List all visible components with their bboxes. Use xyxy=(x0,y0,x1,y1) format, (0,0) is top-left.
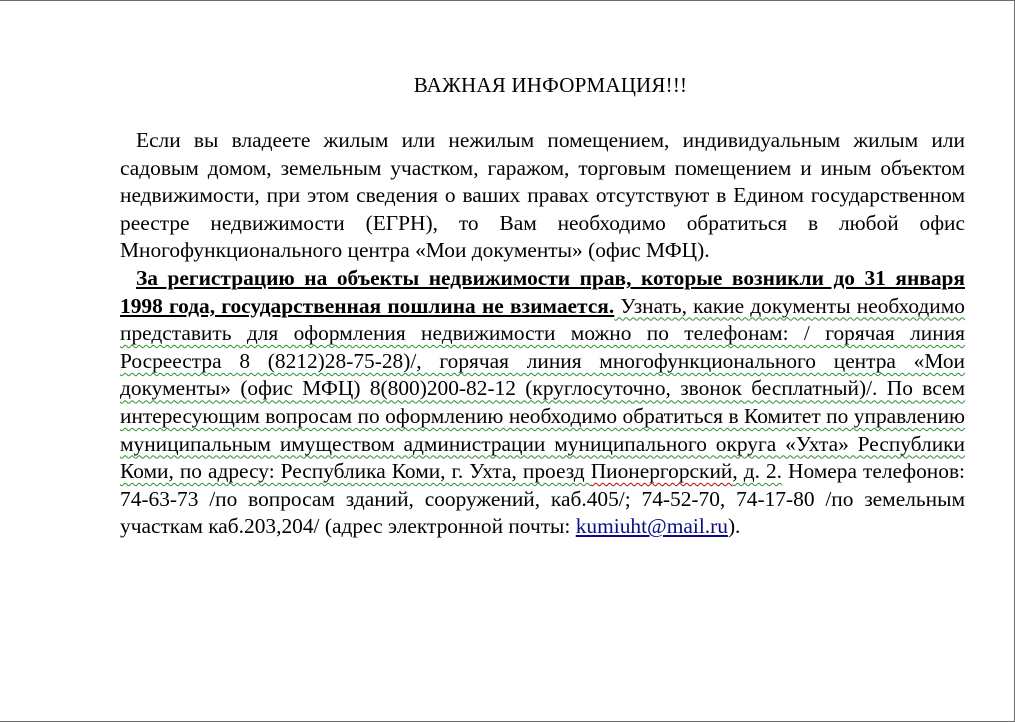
contact-text-part-2: , д. 2. xyxy=(732,459,782,484)
document-title: ВАЖНАЯ ИНФОРМАЦИЯ!!! xyxy=(413,73,688,97)
contact-info-text xyxy=(120,294,965,484)
document-body xyxy=(120,127,965,541)
street-name: Пионергорский xyxy=(590,459,733,484)
email-link[interactable]: kumiuht@mail.ru xyxy=(575,514,728,539)
paragraph-2 xyxy=(120,265,965,541)
contact-text-part-3: Номера телефонов: 74-63-73 /по вопросам зданий, сооружений, каб.405/; 74-52-70, 74-17-80 /по земельным участкам каб.203,204/ (адрес электронной почты: xyxy=(120,459,965,539)
fee-exemption-notice: За регистрацию на объекты недвижимости прав, которые возникли до 31 января 1998 года, государственная пошлина не взимается. xyxy=(120,265,965,318)
contact-text-part-1: Узнать, какие документы необходимо представить для оформления недвижимости можно по телефонам: / горячая линия Росреестра 8 (8212)28-75-28)/, горячая линия многофункционального центра «Мои документы» (офис МФЦ) 8(800)200-82-12 (круглосуточно, звонок бесплатный)/. По всем интересующим вопросам по оформлению необходимо обратиться в Комитет по управлению муниципальным имуществом администрации муниципального округа «Ухта» Республики Коми, по адресу: Республика Коми, г. Ухта, проезд xyxy=(120,293,965,484)
paragraph-1: Если вы владеете жилым или нежилым помещением, индивидуальным жилым или садовым домом, земельным участком, гаражом, торговым помещением и иным объектом недвижимости, при этом сведения о ваших правах отсутствуют в Едином государственном реестре недвижимости (ЕГРН), то Вам необходимо обратиться в любой офис Многофункционального центра «Мои документы» (офис МФЦ). xyxy=(120,128,965,263)
contact-text-end: ). xyxy=(727,514,741,539)
